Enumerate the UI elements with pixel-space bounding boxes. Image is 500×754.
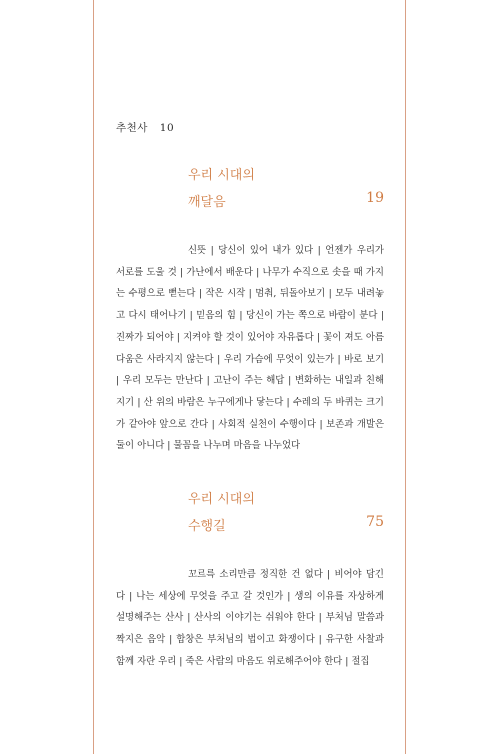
section-title-line1: 우리 시대의: [188, 168, 255, 183]
section-heading[interactable]: [116, 164, 384, 228]
section-page-number: 75: [366, 514, 384, 530]
toc-section-enlightenment: [116, 164, 384, 457]
section-title-line2: 깨달음: [188, 195, 226, 210]
page-header: [116, 120, 174, 135]
header-page-number: 10: [159, 122, 175, 134]
section-heading[interactable]: [116, 488, 384, 552]
section-title-line1: 우리 시대의: [188, 492, 255, 507]
header-label: 추천사: [116, 122, 148, 134]
section-title-line2: 수행길: [188, 519, 226, 534]
left-margin-rule: [93, 0, 94, 754]
section-entries: 꼬르륵 소리만큼 정직한 건 없다 | 비어야 담긴다 | 나는 세상에 무엇을 주고 갈 것인가 | 생의 이유를 자상하게 설명해주는 산사 | 산사의 이야기는 쉬워야 한다 | 부처님 말씀과 짝지은 음악 | 합창은 부처님의 법이고 화쟁이다 | 유구한 사찰과 함께 자란 우리 | 죽은 사람의 마음도 위로해주어야 한다 | 절집: [116, 569, 384, 667]
right-margin-rule: [405, 0, 406, 754]
toc-section-practice-path: [116, 488, 384, 673]
section-entries: 신뜻 | 당신이 있어 내가 있다 | 언젠가 우리가 서로를 도울 것 | 가난에서 배운다 | 나무가 수직으로 솟을 때 가지는 수평으로 뻗는다 | 작은 시작 | 멈춰, 뒤돌아보기 | 모두 내려놓고 다시 태어나기 | 믿음의 힘 | 당신이 가는 쪽으로 바람이 분다 | 진짜가 되어야 | 지켜야 할 것이 있어야 자유롭다 | 꽃이 져도 아름다움은 사라지지 않는다 | 우리 가슴에 무엇이 있는가 | 바로 보기 | 우리 모두는 만난다 | 고난이 주는 해답 | 변화하는 내일과 친해지기 | 산 위의 바람은 누구에게나 닿는다 | 수레의 두 바퀴는 크기가 같아야 앞으로 간다 | 사회적 실천이 수행이다 | 보존과 개발은 둘이 아니다 | 물꼼을 나누며 마음을 나누었다: [116, 245, 384, 452]
section-page-number: 19: [366, 190, 384, 206]
